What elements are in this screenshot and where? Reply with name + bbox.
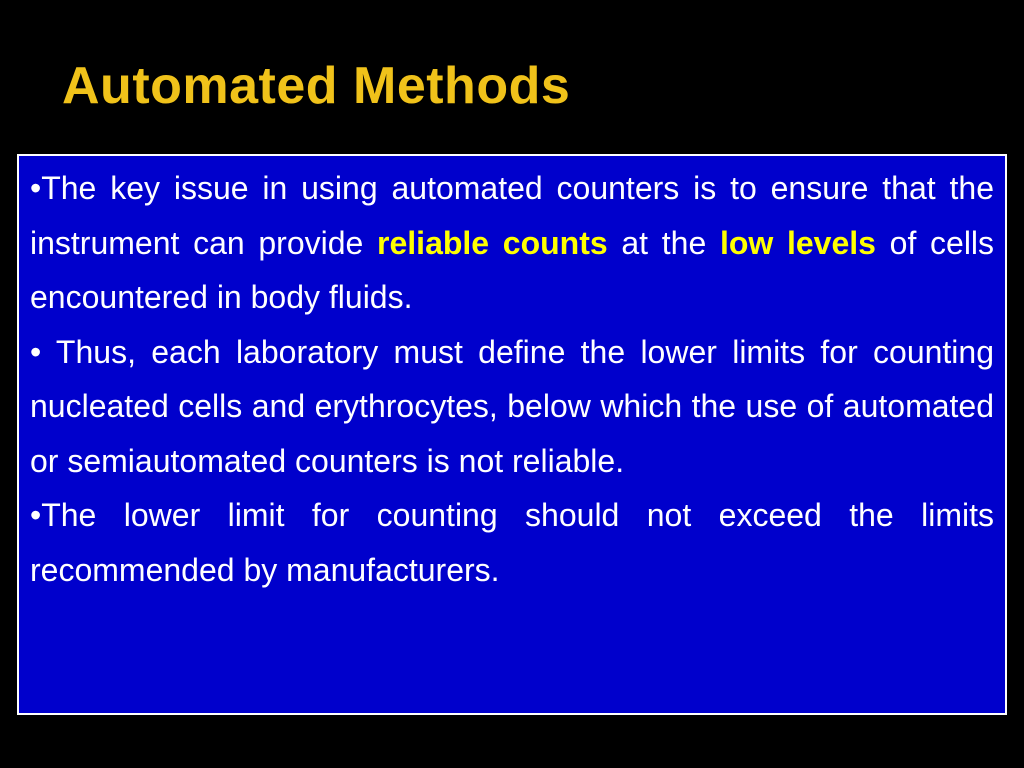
bullet-text: • Thus, each laboratory must define the lower limits for counting nucleated cells and erythrocytes, below which the use of automated or semiautomated counters is not reliable.: [30, 333, 994, 479]
bullet-item: [30, 488, 994, 597]
highlight-text: low levels: [719, 224, 876, 261]
bullet-item: [30, 161, 994, 325]
slide-title: Automated Methods: [62, 57, 571, 115]
bullet-text: •The lower limit for counting should not exceed the limits recommended by manufacturers.: [30, 497, 994, 588]
bullet-item: [30, 325, 994, 489]
content-panel: [17, 154, 1007, 715]
bullet-text: •The key issue in using automated counters is to ensure that the instrument can provide: [30, 170, 994, 261]
bullet-text: of cells encountered in body fluids.: [30, 224, 995, 315]
highlight-text: reliable counts: [377, 224, 608, 261]
bullet-text: at the: [607, 224, 720, 261]
